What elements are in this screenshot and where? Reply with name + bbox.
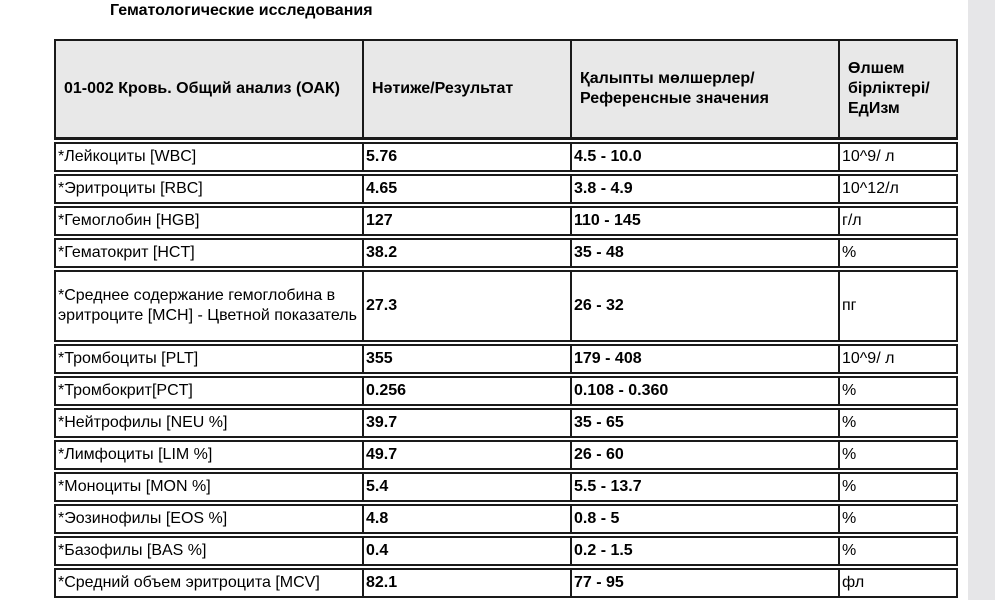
reference-range: 3.8 - 4.9	[572, 174, 840, 204]
test-name: *Лимфоциты [LIM %]	[54, 440, 364, 470]
result-value: 27.3	[364, 270, 572, 342]
result-value: 127	[364, 206, 572, 236]
result-value: 355	[364, 344, 572, 374]
header-result: Нәтиже/Результат	[364, 39, 572, 140]
unit: фл	[840, 568, 958, 598]
unit: %	[840, 440, 958, 470]
result-value: 4.65	[364, 174, 572, 204]
unit: %	[840, 238, 958, 268]
result-value: 38.2	[364, 238, 572, 268]
table-row	[54, 376, 958, 406]
table-row	[54, 408, 958, 438]
unit: %	[840, 504, 958, 534]
reference-range: 110 - 145	[572, 206, 840, 236]
unit: пг	[840, 270, 958, 342]
viewer-scroll-track[interactable]	[968, 0, 995, 600]
result-value: 0.4	[364, 536, 572, 566]
unit: %	[840, 472, 958, 502]
result-value: 5.4	[364, 472, 572, 502]
table-row	[54, 142, 958, 172]
table-row	[54, 344, 958, 374]
reference-range: 179 - 408	[572, 344, 840, 374]
document-title: Гематологические исследования	[110, 2, 373, 19]
unit: %	[840, 536, 958, 566]
unit: 10^12/л	[840, 174, 958, 204]
test-name: *Гематокрит [HCT]	[54, 238, 364, 268]
unit: г/л	[840, 206, 958, 236]
header-reference: Қалыпты мөлшерлер/Референсные значения	[572, 39, 840, 140]
reference-range: 26 - 60	[572, 440, 840, 470]
result-value: 4.8	[364, 504, 572, 534]
table-row	[54, 174, 958, 204]
reference-range: 35 - 65	[572, 408, 840, 438]
test-name: *Моноциты [MON %]	[54, 472, 364, 502]
header-test: 01-002 Кровь. Общий анализ (ОАК)	[54, 39, 364, 140]
reference-range: 26 - 32	[572, 270, 840, 342]
reference-range: 0.8 - 5	[572, 504, 840, 534]
reference-range: 0.2 - 1.5	[572, 536, 840, 566]
test-name: *Тромбокрит[PCT]	[54, 376, 364, 406]
table-row	[54, 504, 958, 534]
result-value: 0.256	[364, 376, 572, 406]
table-row	[54, 270, 958, 342]
table-row	[54, 238, 958, 268]
table-row	[54, 536, 958, 566]
result-value: 82.1	[364, 568, 572, 598]
table-row	[54, 206, 958, 236]
unit: 10^9/ л	[840, 344, 958, 374]
test-name: *Эозинофилы [EOS %]	[54, 504, 364, 534]
reference-range: 35 - 48	[572, 238, 840, 268]
reference-range: 4.5 - 10.0	[572, 142, 840, 172]
header-units: Өлшем бірліктері/ ЕдИзм	[840, 39, 958, 140]
test-name: *Тромбоциты [PLT]	[54, 344, 364, 374]
unit: %	[840, 408, 958, 438]
result-value: 49.7	[364, 440, 572, 470]
table-header-row	[54, 39, 958, 140]
result-value: 5.76	[364, 142, 572, 172]
table-row	[54, 440, 958, 470]
result-value: 39.7	[364, 408, 572, 438]
test-name: *Гемоглобин [HGB]	[54, 206, 364, 236]
test-name: *Среднее содержание гемоглобина в эритроците [MCH] - Цветной показатель	[54, 270, 364, 342]
results-table	[54, 37, 958, 600]
reference-range: 0.108 - 0.360	[572, 376, 840, 406]
test-name: *Лейкоциты [WBC]	[54, 142, 364, 172]
table-row	[54, 472, 958, 502]
test-name: *Нейтрофилы [NEU %]	[54, 408, 364, 438]
test-name: *Средний объем эритроцита [MCV]	[54, 568, 364, 598]
unit: %	[840, 376, 958, 406]
reference-range: 5.5 - 13.7	[572, 472, 840, 502]
reference-range: 77 - 95	[572, 568, 840, 598]
test-name: *Базофилы [BAS %]	[54, 536, 364, 566]
table-row	[54, 568, 958, 598]
unit: 10^9/ л	[840, 142, 958, 172]
test-name: *Эритроциты [RBC]	[54, 174, 364, 204]
